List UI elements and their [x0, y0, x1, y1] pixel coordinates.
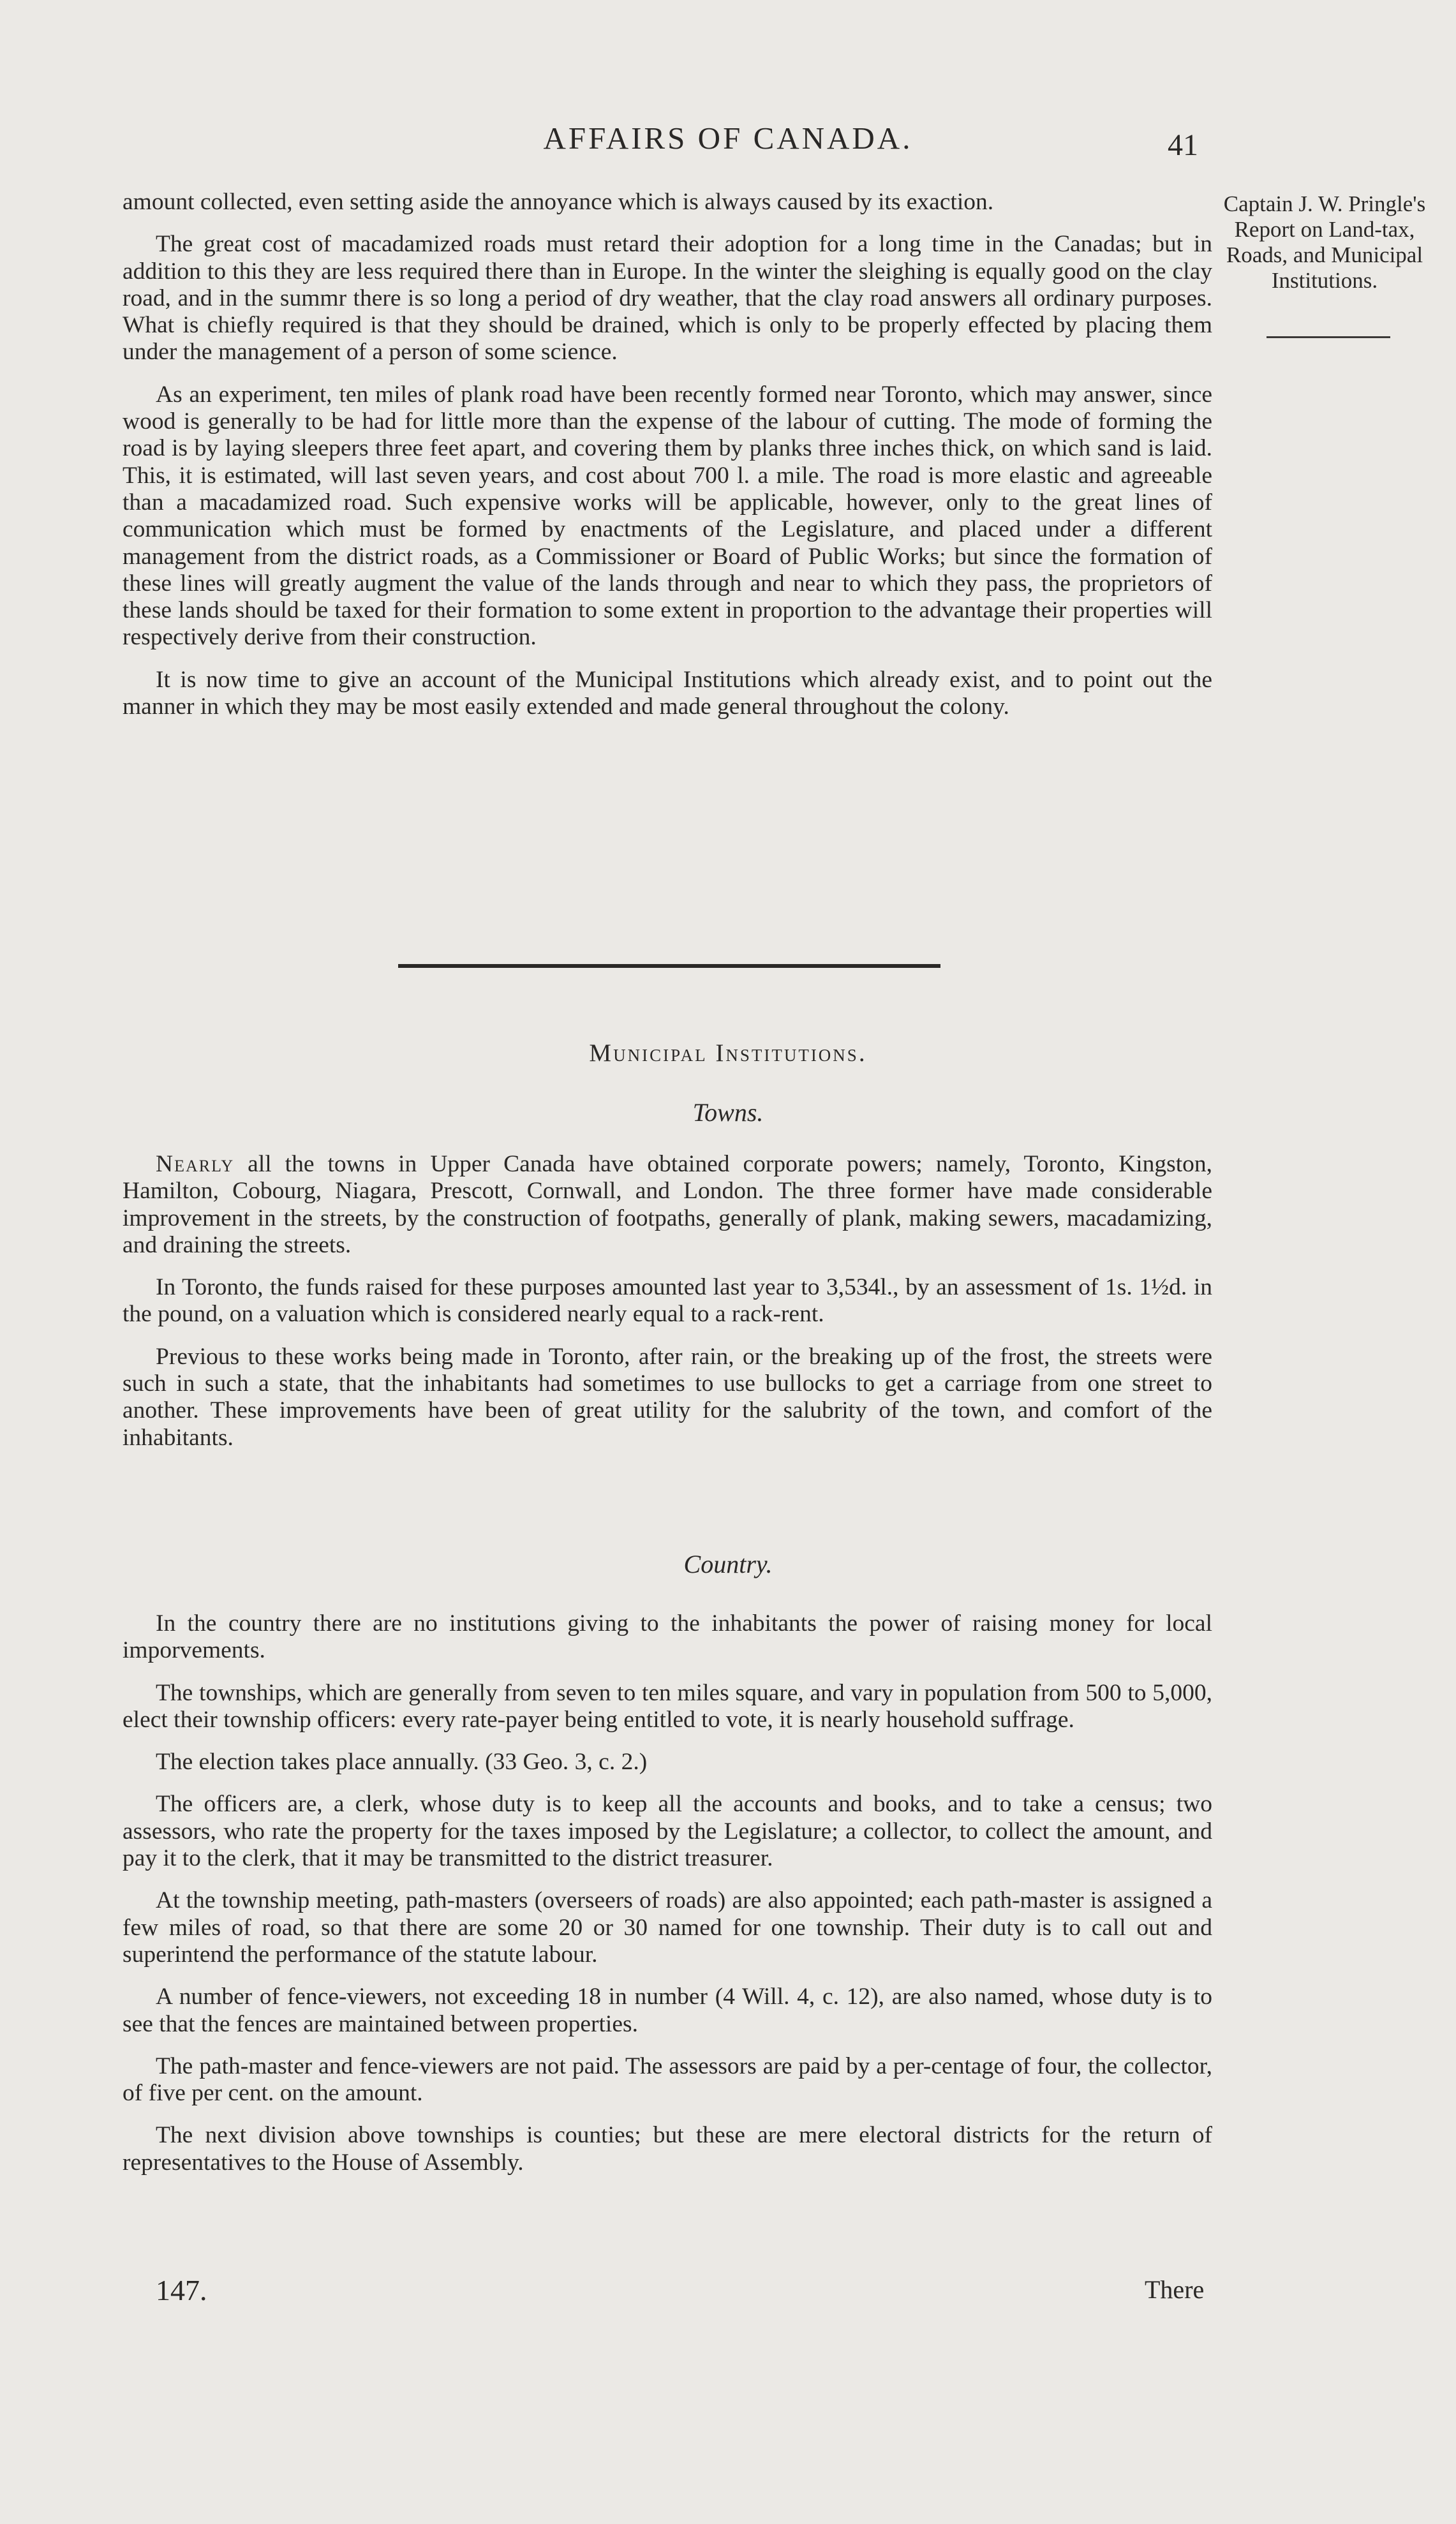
paragraph: The great cost of macadamized roads must retard their adoption for a long time in the Canadas; but in addition to this they are less required there than in Europe. In the winter the sleighing is equally good on the clay road, and in the summr there is so long a period of dry weather, that the clay road answers all ordinary purposes. What is chiefly required is that they should be drained, which is only to be properly effected by placing them under the management of a person of some science.	[123, 231, 1212, 366]
paragraph: The path-master and fence-viewers are not paid. The assessors are paid by a per-centage of four, the collector, of five per cent. on the amount.	[123, 2053, 1212, 2107]
paragraph: Previous to these works being made in Toronto, after rain, or the breaking up of the frost, the streets were such in such a state, that the inhabitants had sometimes to use bullocks to get a carriage from one street to another. These improvements have been of great utility for the salubrity of the town, and comfort of the inhabitants.	[123, 1343, 1212, 1451]
catchword: There	[1145, 2275, 1205, 2304]
paragraph: In Toronto, the funds raised for these purposes amounted last year to 3,534l., by an assessment of 1s. 1½d. in the pound, on a valuation which is considered nearly equal to a rack-rent.	[123, 1274, 1212, 1328]
towns-text	[123, 1151, 1212, 1467]
paragraph: The election takes place annually. (33 Geo. 3, c. 2.)	[156, 1749, 648, 1776]
margin-note: Captain J. W. Pringle's Report on Land-tax, Roads, and Municipal Institutions.	[1223, 191, 1426, 293]
paragraph	[123, 1151, 1212, 1259]
paragraph: The townships, which are generally from seven to ten miles square, and vary in population from 500 to 5,000, elect their township officers: every rate-payer being entitled to vote, it is nearly household suffrage.	[123, 1679, 1212, 1733]
section-heading: Municipal Institutions.	[589, 1039, 867, 1067]
country-text	[123, 1610, 1212, 2192]
paragraph: As an experiment, ten miles of plank road have been recently formed near Toronto, which may answer, since wood is generally to be had for little more than the expense of the labour of cutting. The mode of forming the road is by laying sleepers three feet apart, and covering them by planks three inches thick, on which sand is laid. This, it is estimated, will last seven years, and cost about 700 l. a mile. The road is more elastic and agreeable than a macadamized road. Such expensive works will be applicable, however, only to the great lines of communication which must be formed by enactments of the Legislature, and placed under a different management from the district roads, as a Commissioner or Board of Public Works; but since the formation of these lines will greatly augment the value of the lands through and near to which they pass, the proprietors of these lands should be taxed for their formation to some extent in proportion to the advantage their properties will respectively derive from their construction.	[123, 381, 1212, 651]
paragraph: In the country there are no institutions giving to the inhabitants the power of raising money for local imporvements.	[123, 1610, 1212, 1664]
lead-word: Nearly	[156, 1151, 235, 1177]
margin-note-rule	[1267, 336, 1390, 338]
intro-text	[123, 189, 1212, 736]
paragraph: The next division above townships is counties; but these are mere electoral districts for the return of representatives to the House of Assembly.	[123, 2122, 1212, 2176]
paragraph: The officers are, a clerk, whose duty is to keep all the accounts and books, and to take a census; two assessors, who rate the property for the taxes imposed by the Legislature; a collector, to collect the amount, and pay it to the clerk, that it may be transmitted to the district treasurer.	[123, 1791, 1212, 1872]
section-divider	[398, 964, 940, 968]
country-heading: Country.	[683, 1550, 773, 1578]
page-number: 41	[1168, 128, 1198, 162]
signature-mark: 147.	[156, 2274, 207, 2306]
paragraph-text: all the towns in Upper Canada have obtained corporate powers; namely, Toronto, Kingston, Hamilton, Cobourg, Niagara, Prescott, Cornwall, and London. The three former have made considerable improvement in the streets, by the construction of footpaths, generally of plank, making sewers, macadamizing, and draining the streets.	[123, 1151, 1213, 1258]
paragraph: At the township meeting, path-masters (overseers of roads) are also appointed; each path-master is assigned a few miles of road, so that there are some 20 or 30 named for one township. Their duty is to call out and superintend the performance of the statute labour.	[123, 1887, 1212, 1968]
paragraph: It is now time to give an account of the Municipal Institutions which already exist, and to point out the manner in which they may be most easily extended and made general throughout the colony.	[123, 666, 1212, 720]
running-header-title: AFFAIRS OF CANADA.	[543, 121, 913, 156]
towns-heading: Towns.	[692, 1098, 764, 1127]
paragraph: amount collected, even setting aside the annoyance which is always caused by its exaction.	[123, 189, 994, 215]
paragraph: A number of fence-viewers, not exceeding 18 in number (4 Will. 4, c. 12), are also named, whose duty is to see that the fences are maintained between properties.	[123, 1984, 1212, 2037]
